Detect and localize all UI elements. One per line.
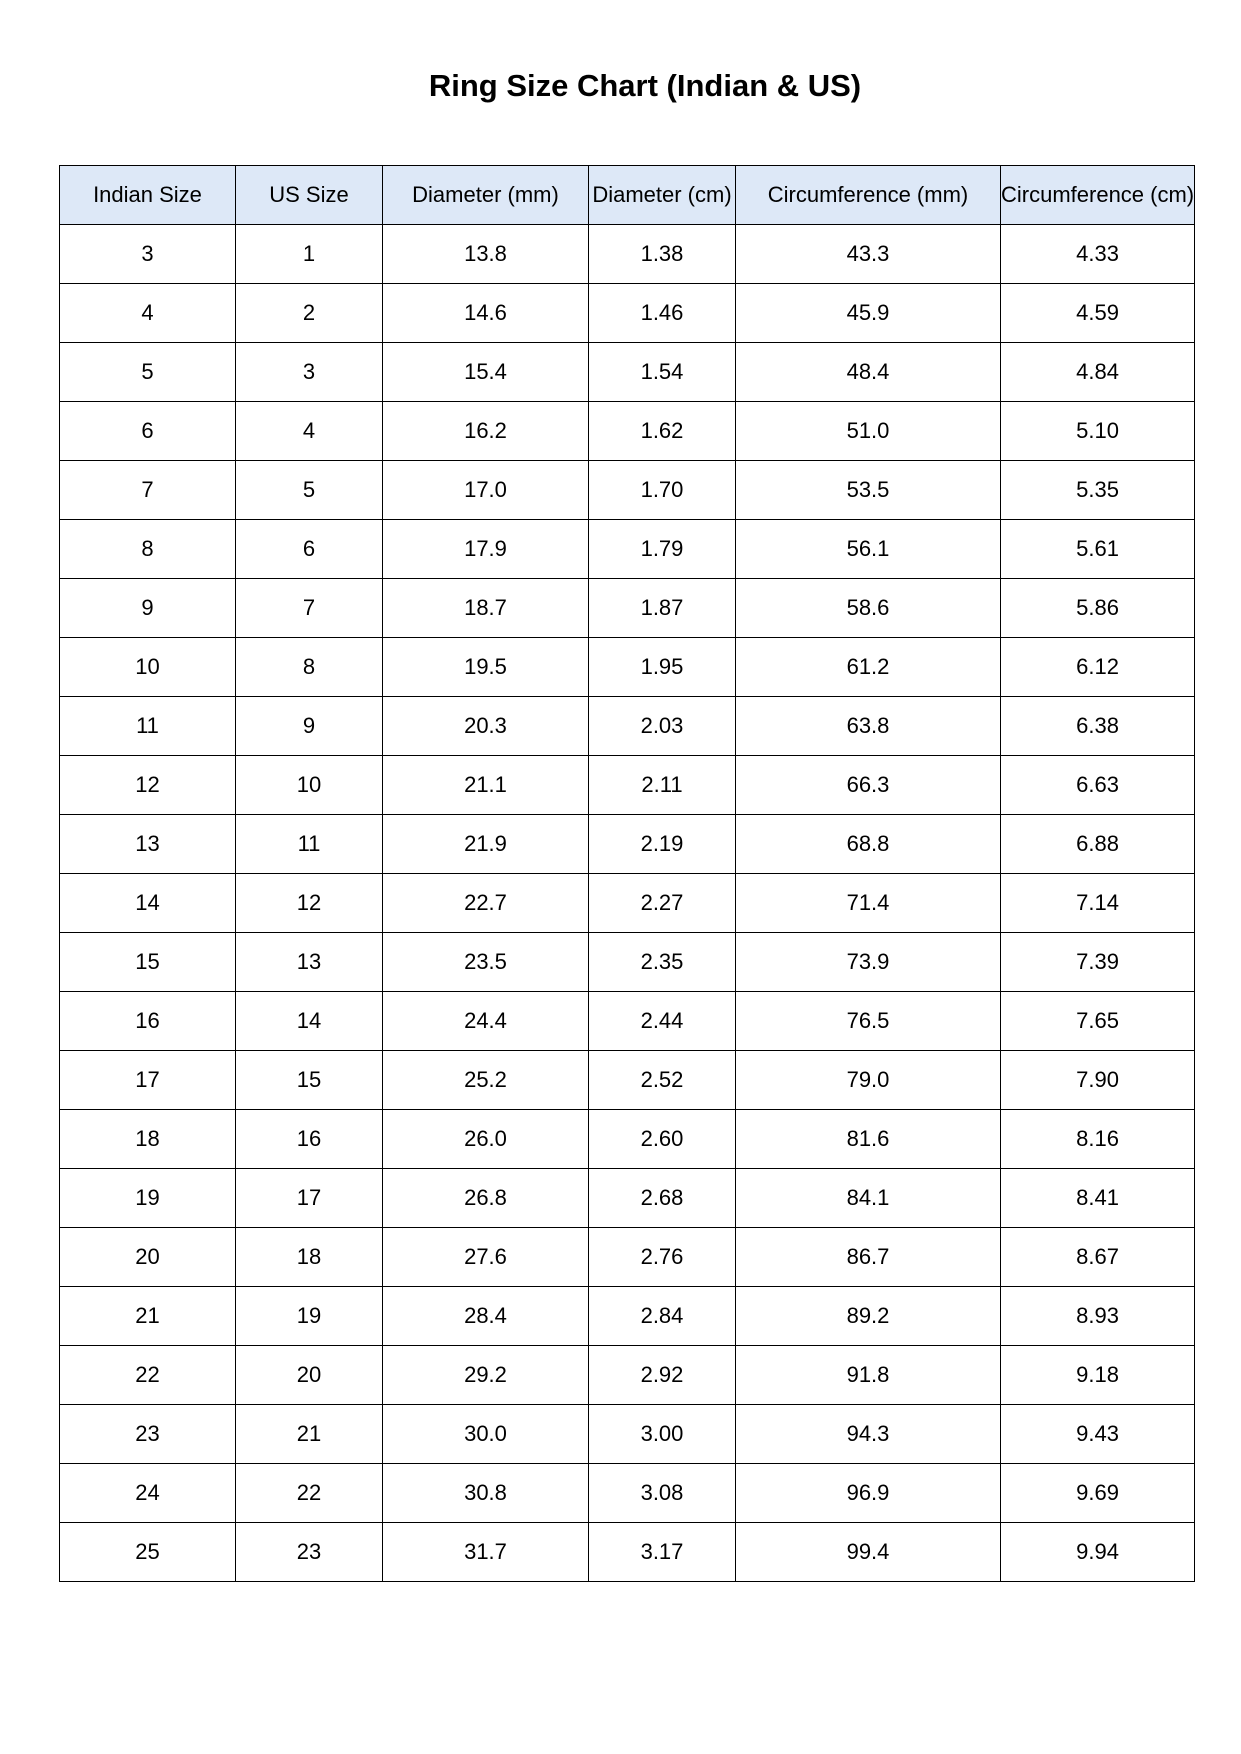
cell-diameter-cm: 1.79 bbox=[589, 520, 736, 579]
cell-diameter-mm: 16.2 bbox=[383, 402, 589, 461]
table-header bbox=[60, 166, 1195, 225]
cell-circumference-cm: 5.61 bbox=[1001, 520, 1195, 579]
table-row bbox=[60, 461, 1195, 520]
cell-us-size: 6 bbox=[236, 520, 383, 579]
cell-diameter-cm: 2.27 bbox=[589, 874, 736, 933]
cell-indian-size: 20 bbox=[60, 1228, 236, 1287]
cell-diameter-cm: 2.76 bbox=[589, 1228, 736, 1287]
cell-us-size: 19 bbox=[236, 1287, 383, 1346]
cell-indian-size: 10 bbox=[60, 638, 236, 697]
cell-circumference-mm: 56.1 bbox=[736, 520, 1001, 579]
cell-circumference-mm: 66.3 bbox=[736, 756, 1001, 815]
column-header-us-size: US Size bbox=[236, 166, 383, 225]
page-title: Ring Size Chart (Indian & US) bbox=[428, 68, 862, 103]
cell-indian-size: 23 bbox=[60, 1405, 236, 1464]
cell-indian-size: 11 bbox=[60, 697, 236, 756]
column-header-circumference-mm: Circumference (mm) bbox=[736, 166, 1001, 225]
cell-diameter-cm: 2.92 bbox=[589, 1346, 736, 1405]
cell-us-size: 8 bbox=[236, 638, 383, 697]
cell-circumference-mm: 76.5 bbox=[736, 992, 1001, 1051]
cell-diameter-cm: 1.46 bbox=[589, 284, 736, 343]
cell-indian-size: 14 bbox=[60, 874, 236, 933]
cell-circumference-cm: 6.63 bbox=[1001, 756, 1195, 815]
cell-us-size: 4 bbox=[236, 402, 383, 461]
table-row bbox=[60, 815, 1195, 874]
table-row bbox=[60, 933, 1195, 992]
table-row bbox=[60, 1346, 1195, 1405]
cell-diameter-mm: 17.9 bbox=[383, 520, 589, 579]
cell-diameter-cm: 2.68 bbox=[589, 1169, 736, 1228]
table-row bbox=[60, 579, 1195, 638]
cell-us-size: 12 bbox=[236, 874, 383, 933]
cell-circumference-cm: 4.84 bbox=[1001, 343, 1195, 402]
cell-circumference-cm: 7.90 bbox=[1001, 1051, 1195, 1110]
cell-indian-size: 6 bbox=[60, 402, 236, 461]
cell-diameter-cm: 2.03 bbox=[589, 697, 736, 756]
cell-indian-size: 25 bbox=[60, 1523, 236, 1582]
cell-circumference-cm: 5.10 bbox=[1001, 402, 1195, 461]
cell-indian-size: 3 bbox=[60, 225, 236, 284]
cell-diameter-cm: 3.17 bbox=[589, 1523, 736, 1582]
cell-indian-size: 7 bbox=[60, 461, 236, 520]
cell-circumference-cm: 7.65 bbox=[1001, 992, 1195, 1051]
cell-circumference-mm: 51.0 bbox=[736, 402, 1001, 461]
table-row bbox=[60, 225, 1195, 284]
cell-circumference-mm: 58.6 bbox=[736, 579, 1001, 638]
table-row bbox=[60, 992, 1195, 1051]
cell-circumference-mm: 61.2 bbox=[736, 638, 1001, 697]
cell-diameter-mm: 31.7 bbox=[383, 1523, 589, 1582]
cell-circumference-cm: 9.69 bbox=[1001, 1464, 1195, 1523]
cell-diameter-mm: 30.8 bbox=[383, 1464, 589, 1523]
cell-circumference-mm: 48.4 bbox=[736, 343, 1001, 402]
cell-indian-size: 21 bbox=[60, 1287, 236, 1346]
cell-circumference-mm: 86.7 bbox=[736, 1228, 1001, 1287]
cell-us-size: 15 bbox=[236, 1051, 383, 1110]
cell-indian-size: 22 bbox=[60, 1346, 236, 1405]
table-row bbox=[60, 756, 1195, 815]
cell-circumference-mm: 45.9 bbox=[736, 284, 1001, 343]
cell-diameter-mm: 15.4 bbox=[383, 343, 589, 402]
cell-circumference-mm: 89.2 bbox=[736, 1287, 1001, 1346]
table-row bbox=[60, 1228, 1195, 1287]
cell-diameter-cm: 1.95 bbox=[589, 638, 736, 697]
cell-circumference-mm: 91.8 bbox=[736, 1346, 1001, 1405]
column-header-indian-size: Indian Size bbox=[60, 166, 236, 225]
cell-indian-size: 8 bbox=[60, 520, 236, 579]
cell-circumference-mm: 96.9 bbox=[736, 1464, 1001, 1523]
cell-circumference-cm: 7.39 bbox=[1001, 933, 1195, 992]
cell-indian-size: 19 bbox=[60, 1169, 236, 1228]
cell-diameter-mm: 26.8 bbox=[383, 1169, 589, 1228]
cell-circumference-mm: 68.8 bbox=[736, 815, 1001, 874]
cell-indian-size: 4 bbox=[60, 284, 236, 343]
cell-indian-size: 24 bbox=[60, 1464, 236, 1523]
cell-diameter-mm: 21.1 bbox=[383, 756, 589, 815]
ring-size-table bbox=[59, 165, 1195, 1582]
cell-diameter-mm: 17.0 bbox=[383, 461, 589, 520]
cell-diameter-mm: 14.6 bbox=[383, 284, 589, 343]
cell-circumference-cm: 6.12 bbox=[1001, 638, 1195, 697]
cell-circumference-mm: 63.8 bbox=[736, 697, 1001, 756]
table-row bbox=[60, 402, 1195, 461]
table-row bbox=[60, 1464, 1195, 1523]
cell-us-size: 14 bbox=[236, 992, 383, 1051]
cell-indian-size: 17 bbox=[60, 1051, 236, 1110]
cell-us-size: 20 bbox=[236, 1346, 383, 1405]
cell-diameter-mm: 22.7 bbox=[383, 874, 589, 933]
table-row bbox=[60, 1110, 1195, 1169]
cell-diameter-mm: 29.2 bbox=[383, 1346, 589, 1405]
cell-diameter-mm: 26.0 bbox=[383, 1110, 589, 1169]
cell-circumference-mm: 71.4 bbox=[736, 874, 1001, 933]
cell-diameter-cm: 1.70 bbox=[589, 461, 736, 520]
cell-circumference-cm: 4.33 bbox=[1001, 225, 1195, 284]
table-row bbox=[60, 1051, 1195, 1110]
table-row bbox=[60, 520, 1195, 579]
cell-diameter-cm: 1.87 bbox=[589, 579, 736, 638]
table-row bbox=[60, 697, 1195, 756]
column-header-diameter-mm: Diameter (mm) bbox=[383, 166, 589, 225]
cell-circumference-mm: 79.0 bbox=[736, 1051, 1001, 1110]
cell-us-size: 23 bbox=[236, 1523, 383, 1582]
cell-circumference-cm: 9.94 bbox=[1001, 1523, 1195, 1582]
cell-us-size: 21 bbox=[236, 1405, 383, 1464]
cell-us-size: 10 bbox=[236, 756, 383, 815]
cell-diameter-cm: 2.52 bbox=[589, 1051, 736, 1110]
cell-diameter-cm: 1.38 bbox=[589, 225, 736, 284]
cell-diameter-cm: 1.62 bbox=[589, 402, 736, 461]
cell-diameter-cm: 3.08 bbox=[589, 1464, 736, 1523]
cell-diameter-cm: 2.11 bbox=[589, 756, 736, 815]
cell-diameter-mm: 24.4 bbox=[383, 992, 589, 1051]
cell-circumference-cm: 8.67 bbox=[1001, 1228, 1195, 1287]
cell-circumference-cm: 7.14 bbox=[1001, 874, 1195, 933]
cell-circumference-cm: 9.18 bbox=[1001, 1346, 1195, 1405]
cell-us-size: 17 bbox=[236, 1169, 383, 1228]
cell-indian-size: 5 bbox=[60, 343, 236, 402]
cell-us-size: 11 bbox=[236, 815, 383, 874]
cell-us-size: 1 bbox=[236, 225, 383, 284]
cell-indian-size: 13 bbox=[60, 815, 236, 874]
cell-circumference-mm: 81.6 bbox=[736, 1110, 1001, 1169]
cell-diameter-cm: 2.84 bbox=[589, 1287, 736, 1346]
cell-us-size: 3 bbox=[236, 343, 383, 402]
cell-diameter-mm: 19.5 bbox=[383, 638, 589, 697]
column-header-circumference-cm: Circumference (cm) bbox=[1001, 166, 1195, 225]
cell-diameter-mm: 25.2 bbox=[383, 1051, 589, 1110]
cell-indian-size: 15 bbox=[60, 933, 236, 992]
cell-indian-size: 12 bbox=[60, 756, 236, 815]
cell-diameter-mm: 23.5 bbox=[383, 933, 589, 992]
cell-indian-size: 9 bbox=[60, 579, 236, 638]
cell-us-size: 5 bbox=[236, 461, 383, 520]
cell-diameter-cm: 2.19 bbox=[589, 815, 736, 874]
cell-us-size: 2 bbox=[236, 284, 383, 343]
cell-circumference-cm: 9.43 bbox=[1001, 1405, 1195, 1464]
cell-circumference-cm: 6.88 bbox=[1001, 815, 1195, 874]
cell-circumference-cm: 5.35 bbox=[1001, 461, 1195, 520]
table-row bbox=[60, 284, 1195, 343]
cell-us-size: 13 bbox=[236, 933, 383, 992]
cell-us-size: 7 bbox=[236, 579, 383, 638]
cell-circumference-cm: 4.59 bbox=[1001, 284, 1195, 343]
cell-us-size: 16 bbox=[236, 1110, 383, 1169]
cell-indian-size: 18 bbox=[60, 1110, 236, 1169]
cell-diameter-mm: 27.6 bbox=[383, 1228, 589, 1287]
cell-circumference-mm: 99.4 bbox=[736, 1523, 1001, 1582]
table-row bbox=[60, 638, 1195, 697]
cell-circumference-cm: 6.38 bbox=[1001, 697, 1195, 756]
cell-diameter-cm: 2.35 bbox=[589, 933, 736, 992]
cell-diameter-cm: 2.44 bbox=[589, 992, 736, 1051]
table-row bbox=[60, 1523, 1195, 1582]
cell-diameter-cm: 1.54 bbox=[589, 343, 736, 402]
cell-circumference-cm: 8.16 bbox=[1001, 1110, 1195, 1169]
cell-us-size: 18 bbox=[236, 1228, 383, 1287]
table-row bbox=[60, 343, 1195, 402]
cell-us-size: 9 bbox=[236, 697, 383, 756]
table-row bbox=[60, 1287, 1195, 1346]
cell-circumference-mm: 73.9 bbox=[736, 933, 1001, 992]
cell-circumference-cm: 8.93 bbox=[1001, 1287, 1195, 1346]
table-row bbox=[60, 1169, 1195, 1228]
cell-diameter-mm: 28.4 bbox=[383, 1287, 589, 1346]
cell-indian-size: 16 bbox=[60, 992, 236, 1051]
cell-circumference-mm: 53.5 bbox=[736, 461, 1001, 520]
table-body bbox=[60, 225, 1195, 1582]
column-header-diameter-cm: Diameter (cm) bbox=[589, 166, 736, 225]
cell-diameter-mm: 13.8 bbox=[383, 225, 589, 284]
cell-diameter-mm: 18.7 bbox=[383, 579, 589, 638]
table-row bbox=[60, 1405, 1195, 1464]
cell-diameter-cm: 3.00 bbox=[589, 1405, 736, 1464]
cell-circumference-cm: 8.41 bbox=[1001, 1169, 1195, 1228]
cell-diameter-mm: 21.9 bbox=[383, 815, 589, 874]
cell-circumference-mm: 94.3 bbox=[736, 1405, 1001, 1464]
header-row bbox=[60, 166, 1195, 225]
cell-circumference-mm: 43.3 bbox=[736, 225, 1001, 284]
cell-diameter-mm: 20.3 bbox=[383, 697, 589, 756]
cell-us-size: 22 bbox=[236, 1464, 383, 1523]
cell-diameter-mm: 30.0 bbox=[383, 1405, 589, 1464]
cell-circumference-mm: 84.1 bbox=[736, 1169, 1001, 1228]
cell-diameter-cm: 2.60 bbox=[589, 1110, 736, 1169]
cell-circumference-cm: 5.86 bbox=[1001, 579, 1195, 638]
table-row bbox=[60, 874, 1195, 933]
